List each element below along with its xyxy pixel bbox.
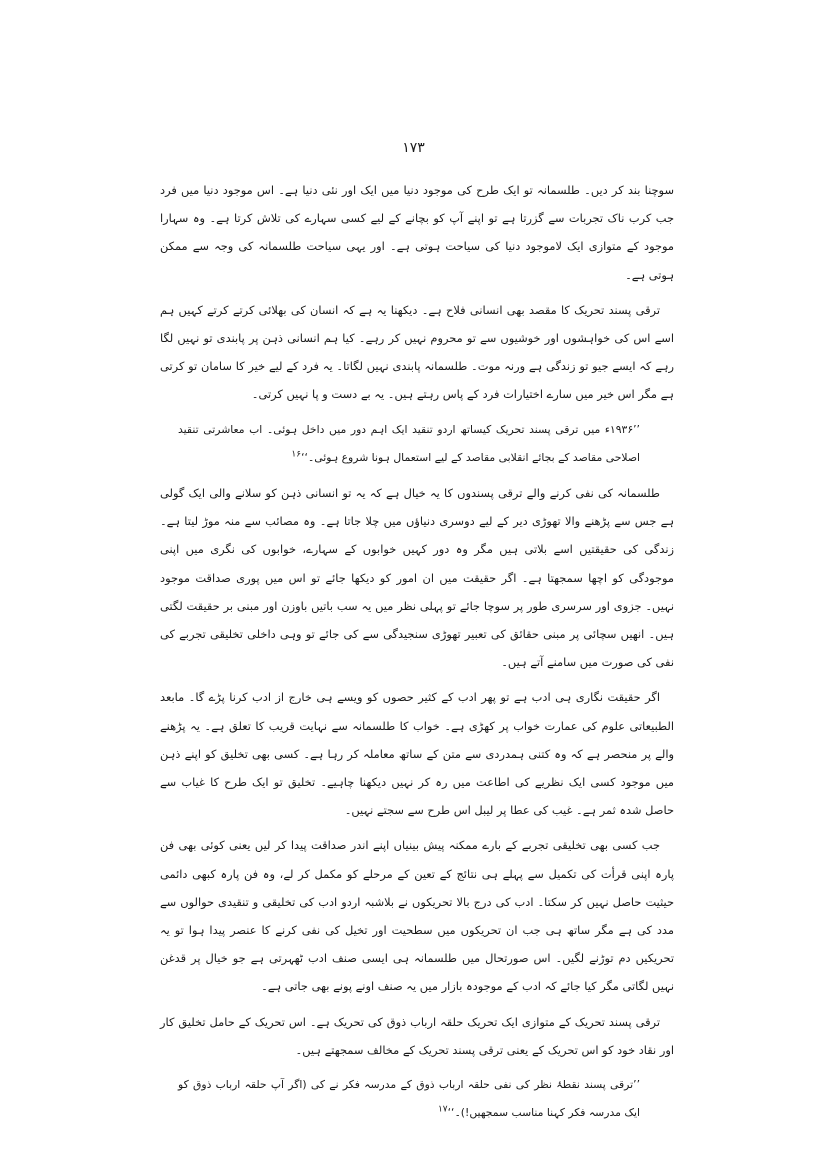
- footnote-reference: ۱۷: [437, 1104, 448, 1115]
- quote-text: ’’ترقی پسند نقطۂ نظر کی نفی حلقہ ارباب ذوق کے مدرسہ فکر نے کی (اگر آپ حلقہ ارباب ذوق کو ایک مدرسہ فکر کہنا مناسب سمجھیں!)۔‘‘: [178, 1078, 640, 1120]
- paragraph-1: سوچنا بند کر دیں۔ طلسمانہ تو ایک طرح کی موجود دنیا میں ایک اور نئی دنیا ہے۔ اس موجود دنیا میں فرد جب کرب ناک تجربات سے گزرتا ہے تو اپنے آپ کو بچانے کے لیے کسی سہارے کی تلاش کرتا ہے۔ وہ سہارا موجود کے متوازی ایک لاموجود دنیا کی سیاحت ہوتی ہے۔ اور یہی سیاحت طلسمانہ کی وجہ سے ممکن ہوتی ہے۔: [160, 183, 674, 282]
- paragraph-3: طلسمانہ کی نفی کرنے والے ترقی پسندوں کا یہ خیال ہے کہ یہ تو انسانی ذہن کو سلانے والی ایک گولی ہے جس سے پڑھنے والا تھوڑی دیر کے لیے دوسری دنیاؤں میں چلا جاتا ہے۔ وہ مصائب سے منہ موڑ لیتا ہے۔ زندگی کی حقیقتیں اسے بلاتی ہیں مگر وہ دور کہیں خوابوں کے سہارے، خوابوں کی نگری میں اپنی موجودگی کو اچھا سمجھتا ہے۔ اگر حقیقت میں ان امور کو دیکھا جائے تو اس میں پوری صداقت موجود نہیں۔ جزوی اور سرسری طور پر سوچا جائے تو پہلی نظر میں یہ سب باتیں باوزن اور مبنی بر حقیقت لگتی ہیں۔ انھیں سچائی پر مبنی حقائق کی تعبیر تھوڑی سنجیدگی سے کی جائے تو وہی داخلی تخلیقی تجربے کی نفی کی صورت میں سامنے آتے ہیں۔: [160, 486, 674, 670]
- paragraph-5: جب کسی بھی تخلیقی تجربے کے بارے ممکنہ پیش بینیاں اپنے اندر صداقت پیدا کر لیں یعنی کوئی بھی فن پارہ اپنی قرأت کی تکمیل سے پہلے ہی نتائج کے تعین کے مرحلے کو مکمل کر لے، وہ فن پارہ کبھی دائمی حیثیت حاصل نہیں کر سکتا۔ ادب کی درج بالا تحریکوں نے بلاشبہ اردو ادب کی تخلیقی و تنقیدی حوالوں سے مدد کی ہے مگر ساتھ ہی جب ان تحریکوں میں سطحیت اور تخیل کی نفی کرنے کا عنصر پیدا ہوا تو یہ تحریکیں دم توڑنے لگیں۔ اس صورتحال میں طلسمانہ ہی ایسی صنف ادب ٹھہرتی ہے جو خیال پر قدغن نہیں لگاتی مگر کیا جائے کہ ادب کے موجودہ بازار میں یہ صنف اونے پونے بھی جاتی ہے۔: [160, 838, 674, 994]
- page-number: ۱۷۳: [402, 140, 425, 156]
- paragraph-6: ترقی پسند تحریک کے متوازی ایک تحریک حلقہ ارباب ذوق کی تحریک ہے۔ اس تحریک کے حامل تخلیق کار اور نقاد خود کو اس تحریک کے یعنی ترقی پسند تحریک کے مخالف سمجھتے ہیں۔: [160, 1014, 674, 1057]
- quote-text: ’’۱۹۳۶ء میں ترقی پسند تحریک کیساتھ اردو تنقید ایک اہم دور میں داخل ہوئی۔ اب معاشرتی تنقید اصلاحی مقاصد کے بجائے انقلابی مقاصد کے لیے استعمال ہونا شروع ہوئی۔‘‘: [178, 422, 640, 464]
- paragraph-4: اگر حقیقت نگاری ہی ادب ہے تو پھر ادب کے کثیر حصوں کو ویسے ہی خارج از ادب کرنا پڑے گا۔ مابعد الطبیعاتی علوم کی عمارت خواب پر کھڑی ہے۔ خواب کا طلسمانہ سے نہایت قریب کا تعلق ہے۔ یہ پڑھنے والے پر منحصر ہے کہ وہ کتنی ہمدردی سے متن کے ساتھ معاملہ کر رہا ہے۔ کسی بھی تخلیق کو اپنے ذہن میں موجود کسی ایک نظریے کی اطاعت میں رہ کر نہیں دیکھنا چاہیے۔ تخلیق تو ایک طرح کا غیاب سے حاصل شدہ ثمر ہے۔ غیب کی عطا پر لیبل اس طرح سے سجتے نہیں۔: [160, 690, 674, 818]
- block-quote-2: [160, 1071, 674, 1127]
- block-quote-1: [160, 416, 674, 472]
- page-body: [160, 176, 674, 1135]
- paragraph-2: ترقی پسند تحریک کا مقصد بھی انسانی فلاح ہے۔ دیکھنا یہ ہے کہ انسان کی بھلائی کرتے کرتے کہیں ہم اسے اس کی خواہشوں اور خوشیوں سے تو محروم نہیں کر رہے۔ کیا ہم انسانی ذہن پر پابندی تو نہیں لگا رہے کہ ایسے جیو تو زندگی ہے ورنہ موت۔ طلسمانہ پابندی نہیں لگاتا۔ یہ فرد کے لیے خیر کا سامان تو کرتی ہے مگر اس خیر میں سارے اختیارات فرد کے پاس رہتے ہیں۔ یہ بے دست و پا نہیں کرتی۔: [160, 302, 674, 402]
- footnote-reference: ۱۶: [291, 449, 302, 460]
